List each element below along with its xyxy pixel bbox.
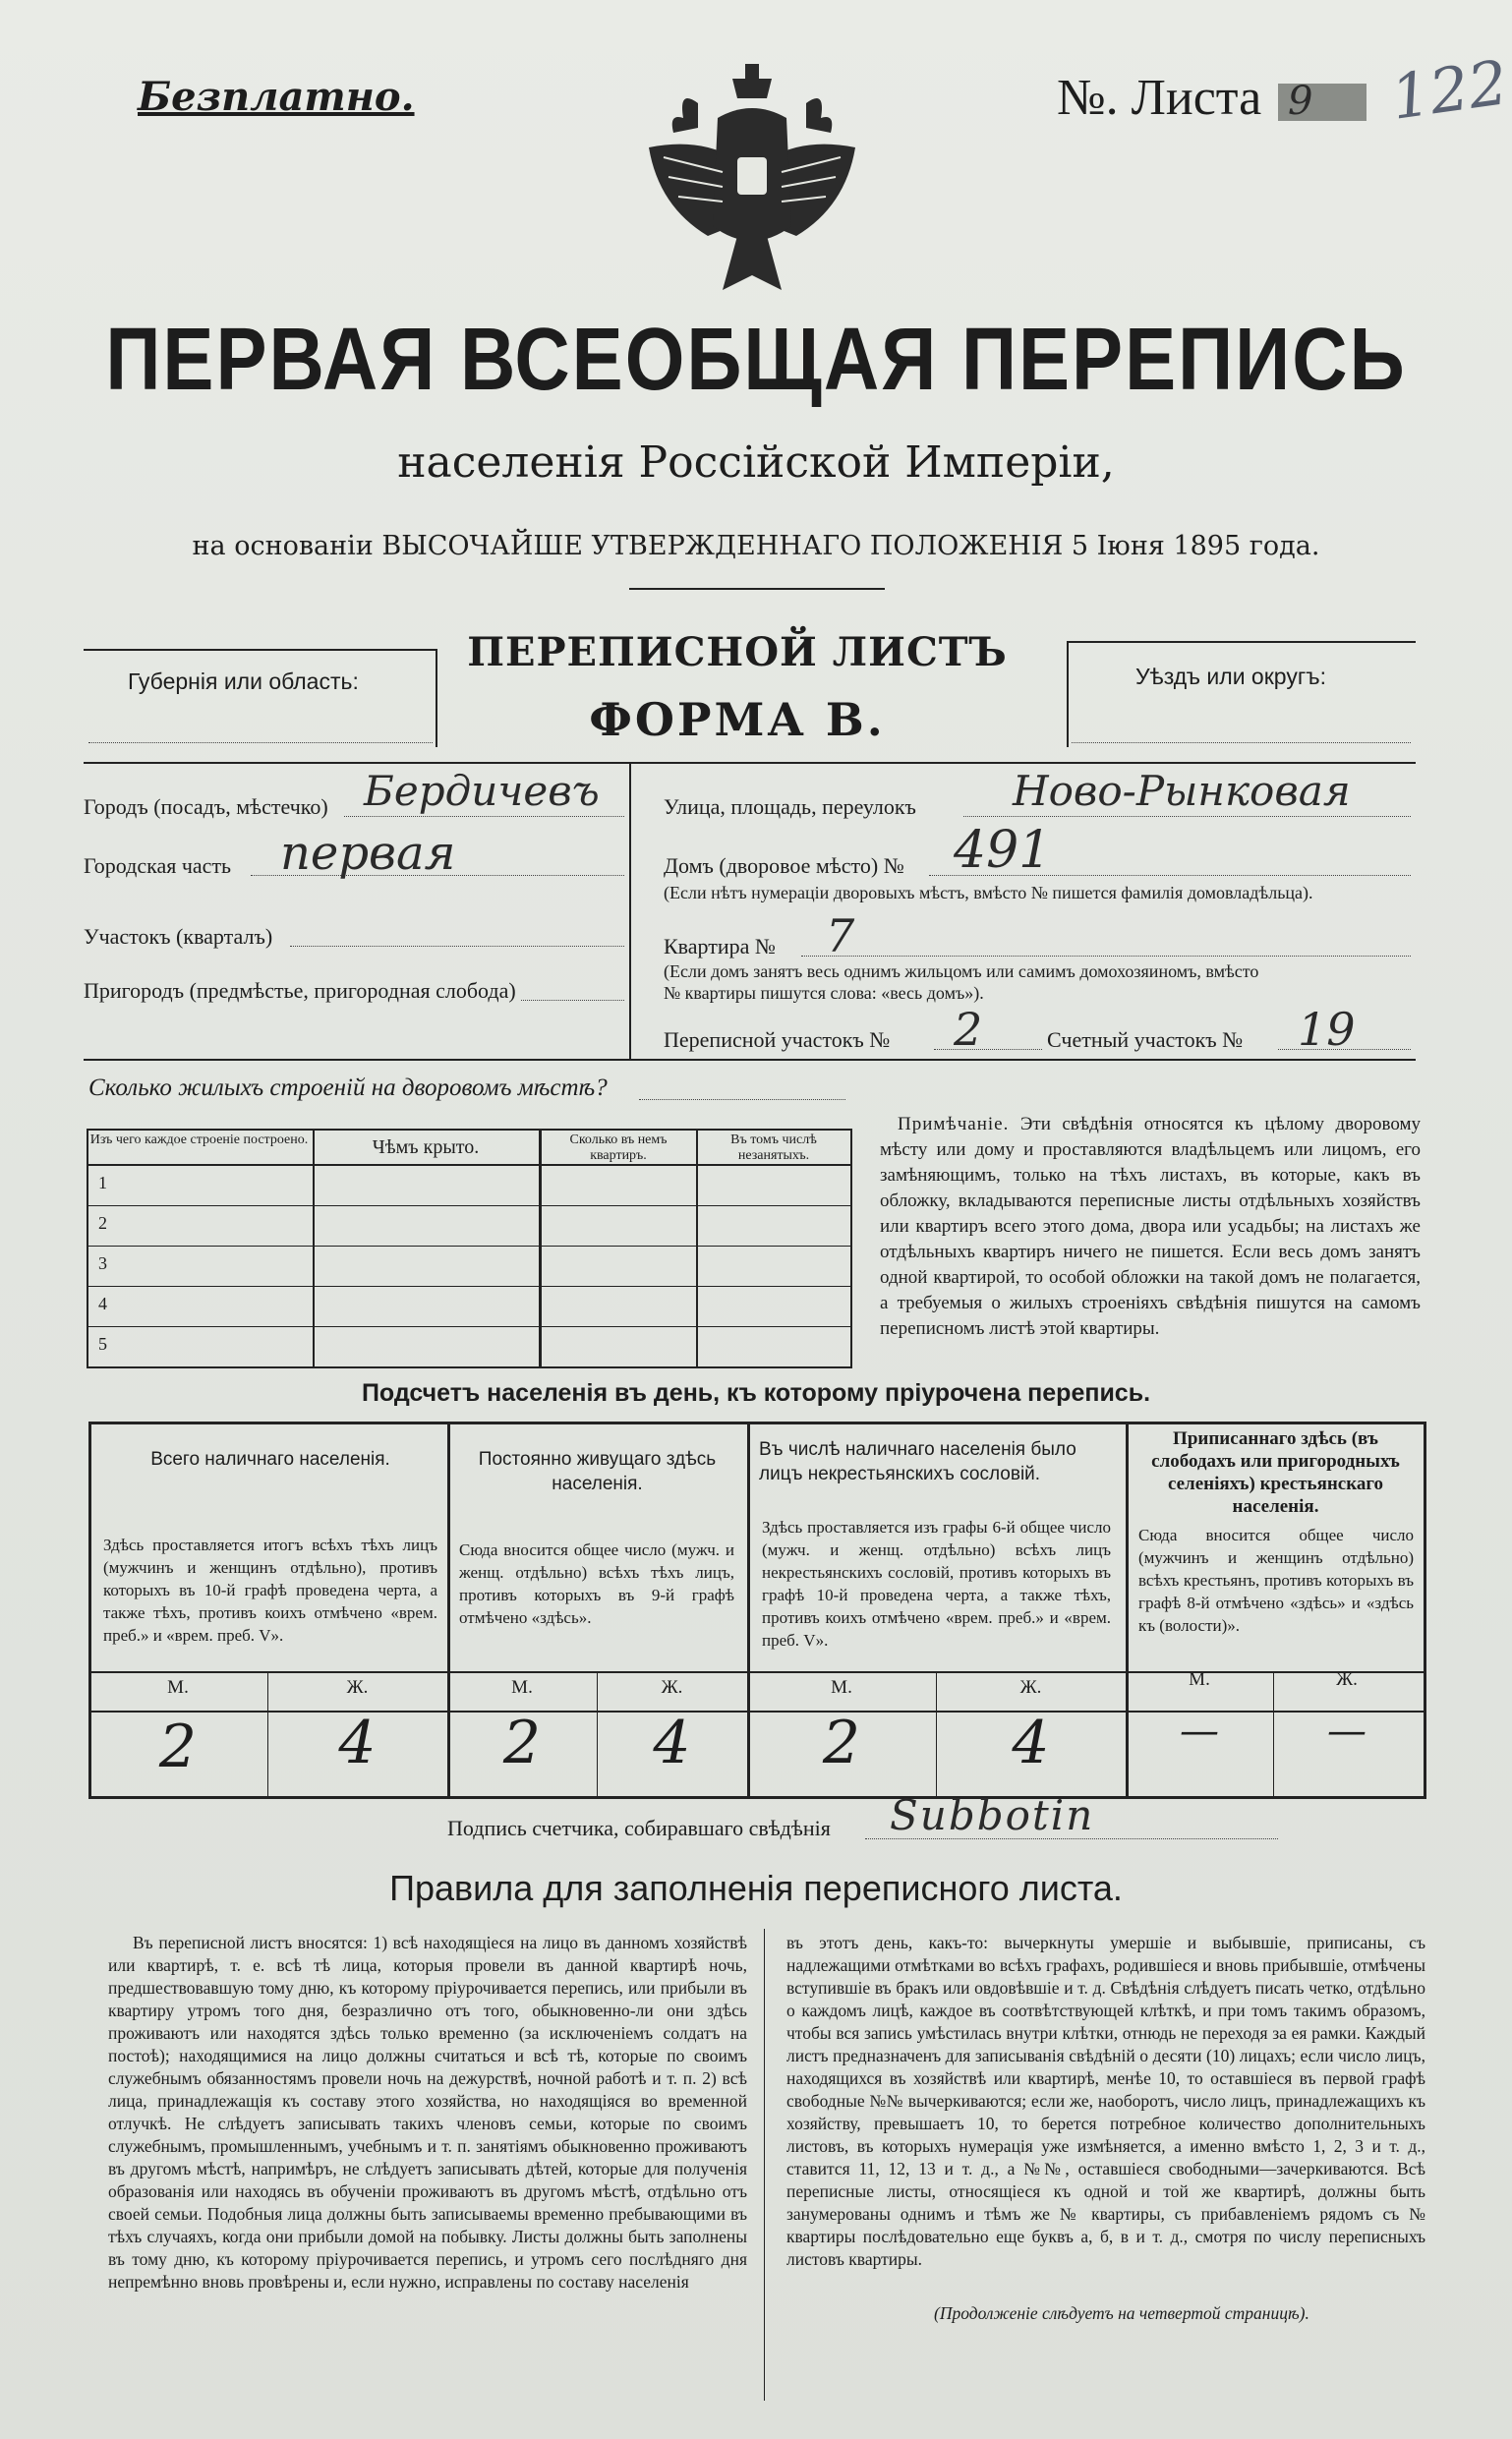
district-box-top — [1067, 641, 1416, 643]
permanent-male-value: 2 — [502, 1709, 542, 1777]
street-field[interactable] — [963, 816, 1411, 817]
census-section-label: Переписной участокъ № — [664, 1027, 891, 1052]
pop-col-title: Всего наличнаго населенія. — [150, 1449, 390, 1470]
row-line — [87, 1326, 850, 1327]
buildings-row-number: 4 — [98, 1294, 107, 1313]
population-heading: Подсчетъ населенія въ день, къ которому пріурочена перепись. — [361, 1379, 1151, 1407]
form-type: ФОРМА В. — [589, 693, 886, 746]
house-note: (Если нѣтъ нумераціи дворовыхъ мѣстъ, вмѣсто № пишется фамилія домовладѣльца). — [664, 883, 1313, 902]
female-label: Ж. — [346, 1677, 369, 1698]
city-part-value: первая — [280, 826, 456, 881]
counting-section-label: Счетный участокъ № — [1047, 1027, 1244, 1052]
sheet-number-label: №. Листа — [1057, 70, 1262, 126]
city-field[interactable] — [344, 816, 624, 817]
row-line — [87, 1246, 850, 1247]
section-field[interactable] — [290, 946, 624, 947]
decree-basis: на основаніи ВЫСОЧАЙШЕ УТВЕРЖДЕННАГО ПОЛОЖЕНІЯ 5 Іюня 1895 года. — [192, 531, 1320, 561]
free-label: Безплатно. — [138, 74, 415, 120]
buildings-row-number: 1 — [98, 1173, 107, 1192]
rules-divider — [764, 1929, 765, 2401]
district-label: Уѣздъ или округъ: — [1135, 664, 1326, 689]
buildings-col-divider — [313, 1129, 315, 1366]
pop-col-desc: Сюда вносится общее число (мужч. и женщ. отдѣльно) всѣхъ тѣхъ лицъ, противъ которыхъ въ 9-й графѣ отмѣчено «здѣсь». — [459, 1540, 734, 1627]
permanent-female-value: 4 — [653, 1709, 691, 1777]
house-value: 491 — [954, 821, 1052, 880]
address-divider — [629, 762, 631, 1059]
rules-title: Правила для заполненія переписного листа. — [389, 1868, 1123, 1908]
row-line — [87, 1286, 850, 1287]
address-bottom-line — [84, 1059, 1416, 1061]
street-label: Улица, площадь, переулокъ — [664, 794, 916, 819]
census-section-value: 2 — [954, 1003, 983, 1056]
rules-continuation: (Продолженіе слѣдуетъ на четвертой страницѣ). — [934, 2303, 1309, 2323]
peasant-male-value: — — [1180, 1709, 1219, 1754]
buildings-col-material: Изъ чего каждое строеніе построено. — [89, 1132, 309, 1147]
female-label: Ж. — [1019, 1677, 1042, 1698]
female-label: Ж. — [1336, 1669, 1358, 1690]
row-line — [87, 1205, 850, 1206]
sheet-number-value: 9 — [1288, 79, 1313, 124]
census-section-field[interactable] — [934, 1049, 1042, 1050]
note-text: Эти свѣдѣнія относятся къ цѣлому дворовому мѣсту или дому и проставляются владѣльцемъ или лицомъ, его замѣняющимъ, только на тѣхъ листахъ, въ которые, какъ въ обложку, вкладываются переписные листы отдѣльныхъ хозяйствъ или квартиръ всего этого дома, двора или усадьбы; на листахъ же отдѣльныхъ квартиръ ничего не пишется. Если весь домъ занятъ одной квартирой, то особой обложки на такой домъ не полагается, а требуемыя о жилыхъ строеніяхъ свѣдѣнія пишутся на самомъ переписномъ листѣ этой квартиры. — [880, 1114, 1421, 1339]
apartment-field[interactable] — [801, 956, 1411, 957]
apartment-note-1: (Если домъ занятъ весь однимъ жильцомъ или самимъ домохозяиномъ, вмѣсто — [664, 961, 1259, 981]
apartment-note-2: № квартиры пишутся слова: «весь домъ»). — [664, 983, 984, 1003]
buildings-header-line — [87, 1164, 850, 1166]
buildings-col-roof: Чѣмъ крыто. — [372, 1136, 480, 1158]
buildings-col-apartments: Сколько въ немъ квартиръ. — [569, 1132, 668, 1163]
apartment-label: Квартира № — [664, 934, 776, 958]
house-label: Домъ (дворовое мѣсто) № — [664, 853, 904, 878]
district-box-side — [1067, 641, 1069, 747]
pop-col-desc: Здѣсь проставляется итогъ всѣхъ тѣхъ лицъ (мужчинъ и женщинъ отдѣльно), противъ которыхъ въ 10-й графѣ проведена черта, а также тѣхъ, противъ коихъ отмѣчено «врем. преб.» и «врем. преб. V». — [103, 1536, 437, 1645]
divider — [629, 588, 885, 590]
peasant-female-value: — — [1327, 1709, 1367, 1754]
nonpeasant-female-value: 4 — [1012, 1709, 1050, 1777]
male-label: М. — [1189, 1669, 1210, 1690]
city-part-label: Городская часть — [84, 853, 232, 878]
male-label: М. — [167, 1677, 189, 1698]
page-subtitle: населенія Россійской Имперіи, — [397, 437, 1115, 488]
archive-number: 122 — [1386, 46, 1512, 134]
nonpeasant-male-value: 2 — [822, 1709, 861, 1777]
form-title: ПЕРЕПИСНОЙ ЛИСТЪ — [467, 629, 1008, 675]
female-label: Ж. — [661, 1677, 683, 1698]
buildings-question-field[interactable] — [639, 1099, 845, 1100]
pop-col-title: Постоянно живущаго здѣсь населенія. — [478, 1449, 717, 1494]
city-label: Городъ (посадъ, мѣстечко) — [84, 794, 328, 819]
province-box-top — [84, 649, 437, 651]
province-field[interactable] — [88, 742, 433, 743]
city-value: Бердичевъ — [364, 767, 600, 815]
pop-col-title: Въ числѣ наличнаго населенія было лицъ некрестьянскихъ сословій. — [759, 1439, 1076, 1484]
buildings-col-divider — [539, 1129, 542, 1366]
rules-right-column: въ этотъ день, какъ-то: вычеркнуты умершіе и выбывшіе, приписаны, съ надлежащими отмѣтками во всѣхъ графахъ, родившіеся и вновь прибывшіе, отмѣчены вступившіе въ бракъ или овдовѣвшіе и т. д. Свѣдѣнія слѣдуетъ писать четко, отдѣльно о каждомъ лицѣ, каждое въ соотвѣтствующей клѣткѣ, и при томъ такимъ образомъ, чтобы вся запись умѣстилась внутри клѣтки, отнюдь не переходя за ея рамки. Каждый листъ предназначенъ для записыванія свѣдѣній о десяти (10) лицахъ; если число лицъ, находящихся въ хозяйствѣ или квартирѣ, менѣе 10, то оставшіеся въ первой графѣ свободные №№ вычеркиваются; если же, наоборотъ, число лицъ, принадлежащихъ къ хозяйству, превышаетъ 10, то берется потребное количество дополнительныхъ листовъ, въ которыхъ нумерація уже измѣняется, а именно вмѣсто 1, 2, 3 и т. д., ставится 11, 12, 13 и т. д., а №№, оставшіеся свободными—зачеркиваются. Всѣ переписные листы, относящіеся къ одной и той же квартирѣ, должны быть занумерованы однимъ и тѣмъ же № квартиры, съ прибавленіемъ рядомъ съ № квартиры послѣдовательно еще буквъ а, б, в и т. д., смотря по числу переписныхъ листовъ квартиры. — [786, 1933, 1425, 2269]
pop-col-desc: Сюда вносится общее число (мужчинъ и женщинъ отдѣльно) всѣхъ крестьянъ, противъ которыхъ въ графѣ 8-й отмѣчено «здѣсь» и «здѣсь къ (волости)». — [1138, 1526, 1414, 1635]
section-label: Участокъ (кварталъ) — [84, 924, 273, 949]
buildings-col-divider — [696, 1129, 698, 1366]
counter-signature: Subbotin — [890, 1791, 1095, 1839]
total-male-value: 2 — [158, 1713, 198, 1781]
address-top-line — [84, 762, 1416, 764]
buildings-row-number: 3 — [98, 1253, 107, 1273]
buildings-row-number: 2 — [98, 1213, 107, 1233]
counting-section-value: 19 — [1298, 1003, 1356, 1056]
buildings-row-number: 5 — [98, 1334, 107, 1354]
signature-label: Подпись счетчика, собиравшаго свѣдѣнія — [447, 1816, 831, 1840]
total-female-value: 4 — [338, 1709, 377, 1777]
buildings-note — [880, 1112, 1421, 1342]
province-box-side — [436, 649, 437, 747]
male-label: М. — [831, 1677, 852, 1698]
buildings-col-vacant: Въ томъ числѣ незанятыхъ. — [730, 1132, 817, 1163]
buildings-question: Сколько жилыхъ строеній на дворовомъ мѣстѣ? — [88, 1074, 608, 1101]
pop-col-title: Приписаннаго здѣсь (въ слободахъ или пригородныхъ селеніяхъ) крестьянскаго населенія. — [1151, 1428, 1400, 1517]
province-label: Губернія или область: — [128, 668, 359, 694]
apartment-value: 7 — [826, 909, 855, 962]
district-field[interactable] — [1072, 742, 1411, 743]
imperial-eagle-icon — [639, 59, 865, 305]
street-value: Ново-Рынковая — [1013, 767, 1351, 815]
suburb-field[interactable] — [521, 1000, 624, 1001]
page-title: ПЕРВАЯ ВСЕОБЩАЯ ПЕРЕПИСЬ — [105, 309, 1407, 409]
rules-left-column: Въ переписной листъ вносятся: 1) всѣ находящіеся на лицо въ данномъ хозяйствѣ или квартирѣ, т. е. всѣ тѣ лица, которыя провели въ данной квартирѣ ночь, предшествовавшую тому дню, къ которому пріурочивается перепись, или прибыли въ квартиру утромъ того дня, безразлично отъ того, обыкновенно-ли они здѣсь проживаютъ или находятся здѣсь только временно (за исключеніемъ солдатъ на постоѣ); находящимися на лицо должны считаться и всѣ тѣ, которые по своимъ служебнымъ обязанностямъ провели ночь на дежурствѣ, ночной работѣ и т. п. 2) всѣ лица, принадлежащія къ составу этого хозяйства, но находящіяся во временной отлучкѣ. Не слѣдуетъ записывать такихъ членовъ семьи, которые по своимъ служебнымъ, промышленнымъ, учебнымъ и т. п. занятіямъ обыкновенно проживаютъ въ другомъ мѣстѣ, напримѣръ, не слѣдуетъ записывать дѣтей, которые для полученія образованія или находясь въ обученіи проживаютъ въ другомъ мѣстѣ, отдѣльно отъ своей семьи. Подобныя лица должны быть записываемы временно пребывающими въ тѣхъ случаяхъ, когда они прибыли домой на побывку. Листы должны быть заполнены въ тому дню, къ которому пріурочивается перепись, и утромъ сего послѣдняго дня непремѣнно вновь провѣрены и, если нужно, исправлены по составу населенія — [108, 1933, 747, 2292]
note-title: Примѣчаніе. — [898, 1114, 1010, 1134]
suburb-label: Пригородъ (предмѣстье, пригородная слобода) — [84, 978, 516, 1003]
male-label: М. — [511, 1677, 533, 1698]
pop-col-desc: Здѣсь проставляется изъ графы 6-й общее число (мужч. и женщ. отдѣльно) всѣхъ лицъ некрестьянскихъ сословій, противъ которыхъ въ графѣ 10-й проведена черта, а также тѣхъ, противъ коихъ отмѣчено «врем. преб.» и «врем. преб. V». — [762, 1518, 1111, 1650]
